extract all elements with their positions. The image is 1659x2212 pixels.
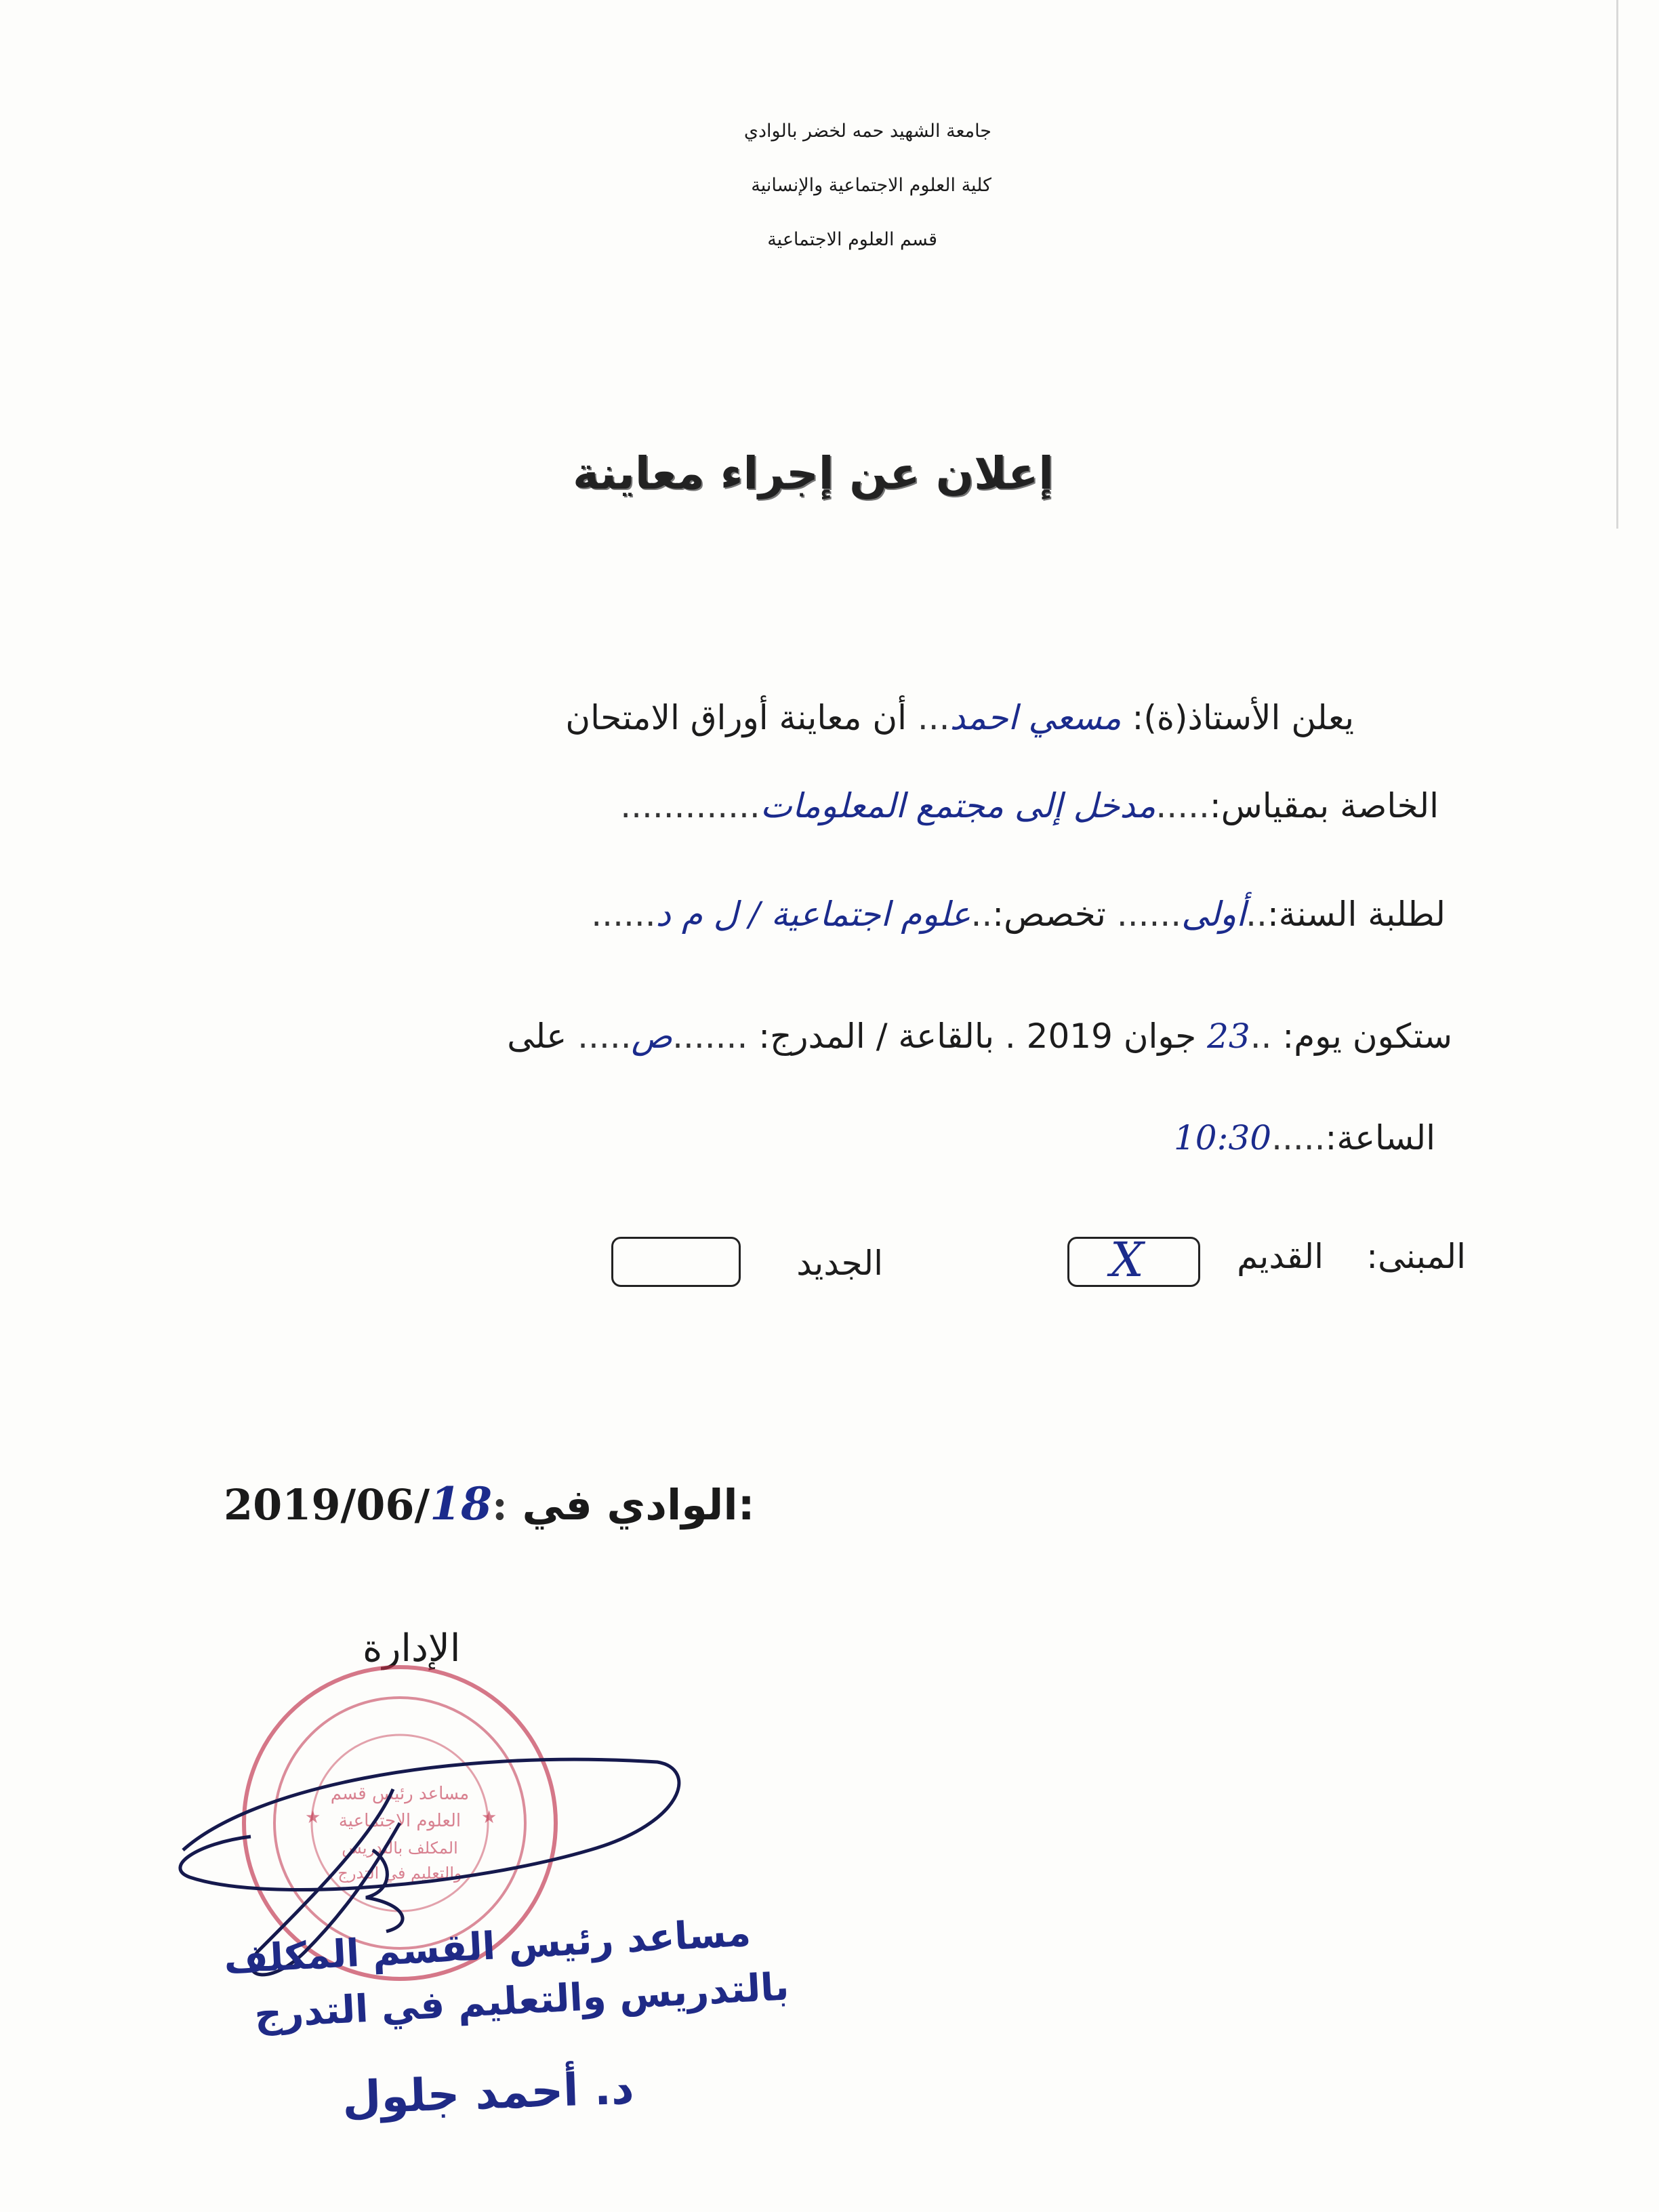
intro-text: يعلن الأستاذ(ة): bbox=[1132, 698, 1354, 737]
building-old-checkbox[interactable] bbox=[1067, 1232, 1200, 1288]
signer-title-line-1: مساعد رئيس القسم المكلف bbox=[222, 1910, 752, 1983]
svg-text:المكلف بالتدريس: المكلف بالتدريس bbox=[342, 1839, 458, 1858]
month-year-room-label: جوان 2019 . بالقاعة / المدرج: bbox=[758, 1017, 1197, 1056]
announcement-line-1: يعلن الأستاذ(ة): مسعي احمد... أن معاينة أوراق الامتحان bbox=[565, 698, 1354, 737]
time-label: الساعة: bbox=[1325, 1118, 1435, 1158]
date-prefix: 2019/06/ bbox=[224, 1480, 430, 1530]
checkbox-mark: X bbox=[1110, 1232, 1144, 1288]
intro-text-end: أن معاينة أوراق الامتحان bbox=[565, 698, 907, 737]
building-new-label: الجديد bbox=[796, 1244, 883, 1283]
signer-name: د. أحمد جلول bbox=[341, 2062, 635, 2125]
document-title: إعلان عن إجراء معاينة bbox=[573, 447, 1054, 499]
building-old-label: القديم bbox=[1237, 1237, 1324, 1276]
svg-text:والتعليم في التدرج: والتعليم في التدرج bbox=[337, 1864, 462, 1883]
svg-text:العلوم الاجتماعية: العلوم الاجتماعية bbox=[338, 1811, 462, 1831]
announcement-line-3: لطلبة السنة:..أولى...... تخصص:..علوم اجتماعية / ل م د...... bbox=[591, 895, 1446, 934]
date-day: 18 bbox=[430, 1477, 492, 1530]
place-label: الوادي في: bbox=[522, 1480, 755, 1530]
svg-text:★: ★ bbox=[305, 1807, 321, 1828]
exam-time: 10:30 bbox=[1173, 1118, 1272, 1158]
year-label: لطلبة السنة: bbox=[1267, 895, 1446, 934]
place-date-line: 2019/06/18: الوادي في: bbox=[224, 1477, 755, 1530]
department-name: قسم العلوم الاجتماعية bbox=[767, 229, 937, 250]
svg-text:★: ★ bbox=[481, 1807, 497, 1828]
course-label: الخاصة بمقياس: bbox=[1209, 786, 1439, 825]
building-new-checkbox[interactable] bbox=[611, 1237, 741, 1287]
specialty: علوم اجتماعية / ل م د bbox=[655, 895, 971, 934]
announcement-line-5: الساعة:.....10:30 bbox=[1173, 1118, 1435, 1158]
room: ص bbox=[631, 1017, 673, 1056]
administration-label: الإدارة bbox=[363, 1626, 461, 1671]
university-name: جامعة الشهيد حمه لخضر بالوادي bbox=[743, 121, 991, 142]
specialty-label: تخصص: bbox=[992, 895, 1106, 934]
faculty-name: كلية العلوم الاجتماعية والإنسانية bbox=[751, 175, 991, 196]
building-label: المبنى: bbox=[1366, 1237, 1466, 1276]
professor-name: مسعي احمد bbox=[949, 698, 1122, 737]
announcement-line-2: الخاصة بمقياس:.....مدخل إلى مجتمع المعلومات............. bbox=[620, 786, 1439, 825]
student-year: أولى bbox=[1181, 895, 1246, 934]
on-word: على bbox=[507, 1017, 567, 1056]
exam-day: 23 bbox=[1207, 1017, 1250, 1056]
course-name: مدخل إلى مجتمع المعلومات bbox=[760, 786, 1156, 825]
day-label: ستكون يوم: bbox=[1282, 1017, 1452, 1056]
svg-text:مساعد رئيس قسم: مساعد رئيس قسم bbox=[330, 1784, 470, 1804]
signer-title-line-2: بالتدريس والتعليم في التدرج bbox=[253, 1965, 790, 2037]
announcement-line-4: ستكون يوم: ..23 جوان 2019 . بالقاعة / المدرج: .......ص..... على bbox=[507, 1017, 1452, 1056]
page-edge-shadow bbox=[1616, 0, 1659, 529]
